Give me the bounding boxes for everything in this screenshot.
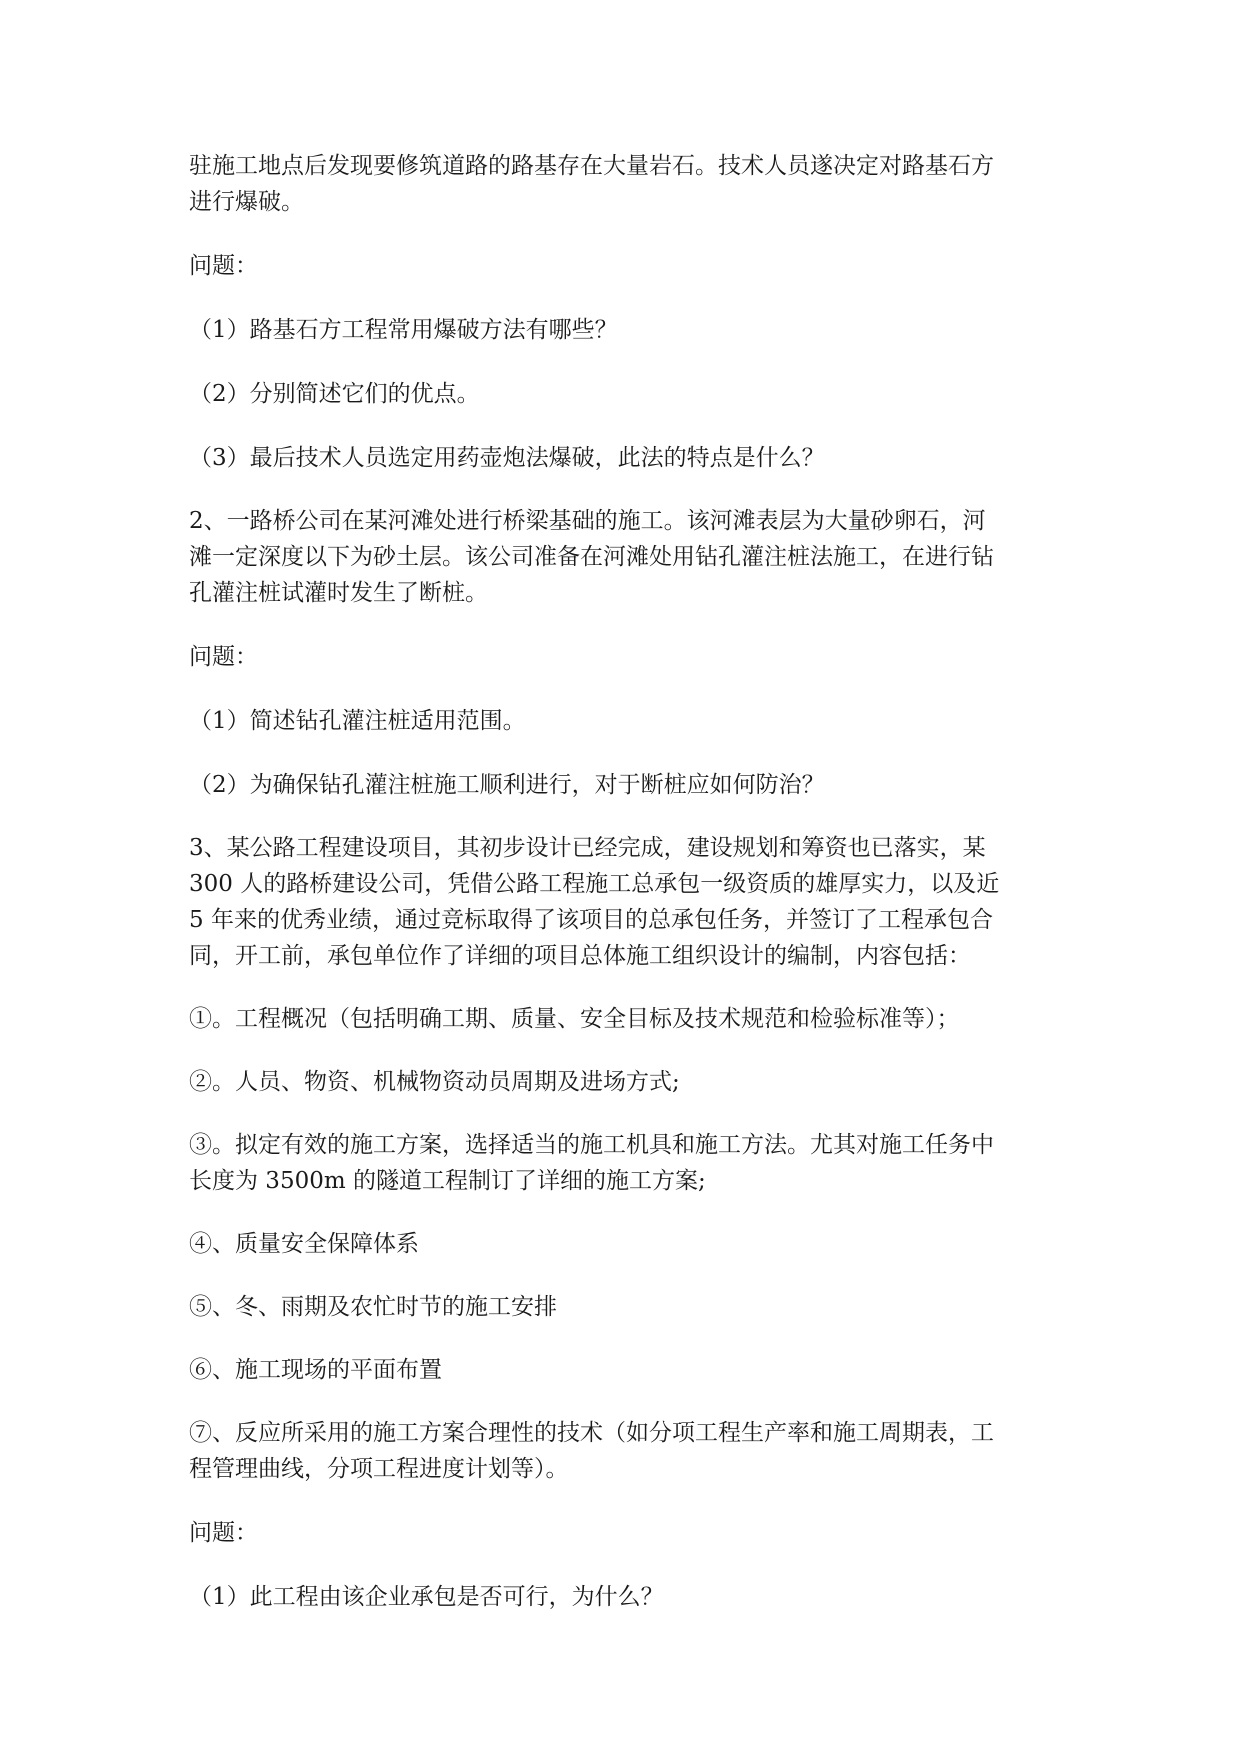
list-item-1	[189, 1001, 1059, 1037]
paragraph-case-1-background	[189, 148, 1059, 220]
document-body	[189, 148, 1059, 1615]
paragraph-case-3	[189, 830, 1059, 974]
text-line: （1）路基石方工程常用爆破方法有哪些？	[189, 317, 618, 343]
text-line: （1）此工程由该企业承包是否可行，为什么？	[189, 1584, 664, 1610]
paragraph-case-2	[189, 503, 1059, 611]
text-line: ④、质量安全保障体系	[189, 1231, 419, 1257]
text-line: （2）为确保钻孔灌注桩施工顺利进行，对于断桩应如何防治？	[189, 772, 825, 798]
text-line: ⑤、冬、雨期及农忙时节的施工安排	[189, 1294, 557, 1320]
question-item	[189, 1579, 1059, 1615]
list-item-3	[189, 1127, 1059, 1199]
text-line: 5 年来的优秀业绩，通过竞标取得了该项目的总承包任务，并签订了工程承包合	[189, 907, 993, 933]
text-line: ①。工程概况（包括明确工期、质量、安全目标及技术规范和检验标准等）；	[189, 1006, 960, 1032]
text-line: 滩一定深度以下为砂土层。该公司准备在河滩处用钻孔灌注桩法施工，在进行钻	[189, 544, 994, 570]
text-line: ⑥、施工现场的平面布置	[189, 1357, 442, 1383]
text-line: 孔灌注桩试灌时发生了断桩。	[189, 580, 488, 606]
list-item-5	[189, 1289, 1059, 1325]
text-line: 问题：	[189, 1520, 258, 1546]
text-line: （2）分别简述它们的优点。	[189, 381, 480, 407]
question-heading	[189, 1515, 1059, 1551]
list-item-6	[189, 1352, 1059, 1388]
text-line: 程管理曲线，分项工程进度计划等）。	[189, 1456, 569, 1482]
list-item-4	[189, 1226, 1059, 1262]
text-line: ③。拟定有效的施工方案，选择适当的施工机具和施工方法。尤其对施工任务中	[189, 1132, 994, 1158]
question-item	[189, 312, 1059, 348]
text-line: 2、一路桥公司在某河滩处进行桥梁基础的施工。该河滩表层为大量砂卵石，河	[189, 508, 986, 534]
question-item	[189, 767, 1059, 803]
text-line: ⑦、反应所采用的施工方案合理性的技术（如分项工程生产率和施工周期表，工	[189, 1420, 994, 1446]
question-item	[189, 376, 1059, 412]
question-heading	[189, 639, 1059, 675]
text-line: 3、某公路工程建设项目，其初步设计已经完成，建设规划和筹资也已落实，某	[189, 835, 986, 861]
text-line: ②。人员、物资、机械物资动员周期及进场方式;	[189, 1069, 680, 1095]
text-line: 长度为 3500m 的隧道工程制订了详细的施工方案;	[189, 1168, 706, 1194]
list-item-2	[189, 1064, 1059, 1100]
text-line: 问题：	[189, 253, 258, 279]
text-line: 同，开工前，承包单位作了详细的项目总体施工组织设计的编制，内容包括：	[189, 943, 971, 969]
text-line: 进行爆破。	[189, 189, 304, 215]
text-line: （3）最后技术人员选定用药壶炮法爆破，此法的特点是什么？	[189, 445, 825, 471]
text-line: 300 人的路桥建设公司，凭借公路工程施工总承包一级资质的雄厚实力，以及近	[189, 871, 1000, 897]
question-heading	[189, 248, 1059, 284]
text-line: 问题：	[189, 644, 258, 670]
text-line: 驻施工地点后发现要修筑道路的路基存在大量岩石。技术人员遂决定对路基石方	[189, 153, 994, 179]
list-item-7	[189, 1415, 1059, 1487]
question-item	[189, 703, 1059, 739]
question-item	[189, 440, 1059, 476]
text-line: （1）简述钻孔灌注桩适用范围。	[189, 708, 526, 734]
